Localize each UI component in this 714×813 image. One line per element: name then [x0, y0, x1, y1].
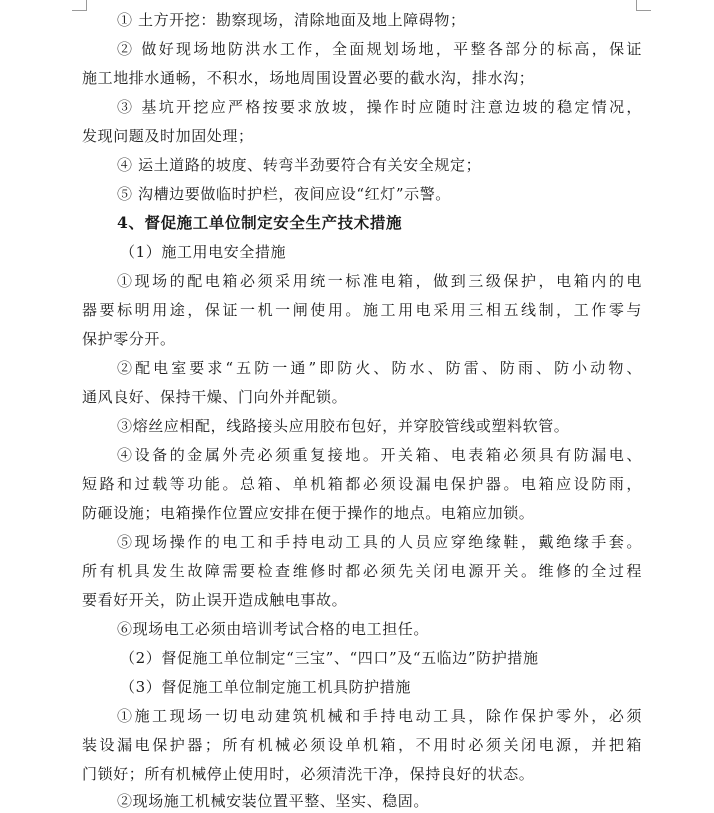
text-line: ②现场施工机械安装位置平整、坚实、稳固。 — [117, 792, 430, 810]
subsection-heading: （2）督促施工单位制定“三宝”、“四口”及“五临边”防护措施 — [120, 649, 539, 667]
text-line: 装设漏电保护器；所有机械必须设单机箱，不用时必须关闭电源，并把箱 — [82, 736, 642, 754]
text-line: 施工地排水通畅，不积水，场地周围设置必要的截水沟，排水沟； — [82, 69, 535, 87]
text-line: ③熔丝应相配，线路接头应用胶布包好，并穿胶管线或塑料软管。 — [117, 417, 570, 435]
page-corner-mark-left — [72, 0, 87, 11]
text-line: 短路和过载等功能。总箱、单机箱都必须设漏电保护器。电箱应设防雨， — [82, 475, 642, 493]
text-line: 发现问题及时加固处理； — [82, 127, 254, 145]
text-line: 所有机具发生故障需要检查维修时都必须先关闭电源开关。维修的全过程 — [82, 562, 642, 580]
text-line: ⑥现场电工必须由培训考试合格的电工担任。 — [117, 620, 430, 638]
text-line: ② 做好现场地防洪水工作，全面规划场地，平整各部分的标高，保证 — [117, 40, 642, 58]
text-line: ①施工现场一切电动建筑机械和手持电动工具，除作保护零外，必须 — [117, 707, 642, 725]
text-line: ④ 运土道路的坡度、转弯半劲要符合有关安全规定； — [117, 156, 482, 174]
subsection-heading: （1）施工用电安全措施 — [120, 243, 287, 261]
text-line: ①现场的配电箱必须采用统一标准电箱，做到三级保护，电箱内的电 — [117, 272, 642, 290]
subsection-heading: （3）督促施工单位制定施工机具防护措施 — [120, 678, 411, 696]
text-line: ⑤ 沟槽边要做临时护栏，夜间应设“红灯”示警。 — [117, 185, 451, 203]
text-line: 通风良好、保持干燥、门向外并配锁。 — [82, 388, 348, 406]
text-line: ④设备的金属外壳必须重复接地。开关箱、电表箱必须具有防漏电、 — [117, 446, 642, 464]
text-line: 门锁好；所有机械停止使用时，必须清洗干净，保持良好的状态。 — [82, 765, 535, 783]
text-line: 保护零分开。 — [82, 330, 176, 348]
text-line: ⑤现场操作的电工和手持电动工具的人员应穿绝缘鞋，戴绝缘手套。 — [117, 533, 642, 551]
text-line: 防砸设施；电箱操作位置应安排在便于操作的地点。电箱应加锁。 — [82, 504, 535, 522]
text-line: ②配电室要求“五防一通”即防火、防水、防雷、防雨、防小动物、 — [117, 359, 642, 377]
text-line: 器要标明用途，保证一机一闸使用。施工用电采用三相五线制，工作零与 — [82, 301, 642, 319]
section-heading: 4、督促施工单位制定安全生产技术措施 — [117, 213, 403, 232]
text-line: 要看好开关，防止误开造成触电事故。 — [82, 591, 348, 609]
text-line: ① 土方开挖：勘察现场，清除地面及地上障碍物； — [117, 11, 466, 29]
text-line: ③ 基坑开挖应严格按要求放坡，操作时应随时注意边坡的稳定情况， — [117, 98, 642, 116]
